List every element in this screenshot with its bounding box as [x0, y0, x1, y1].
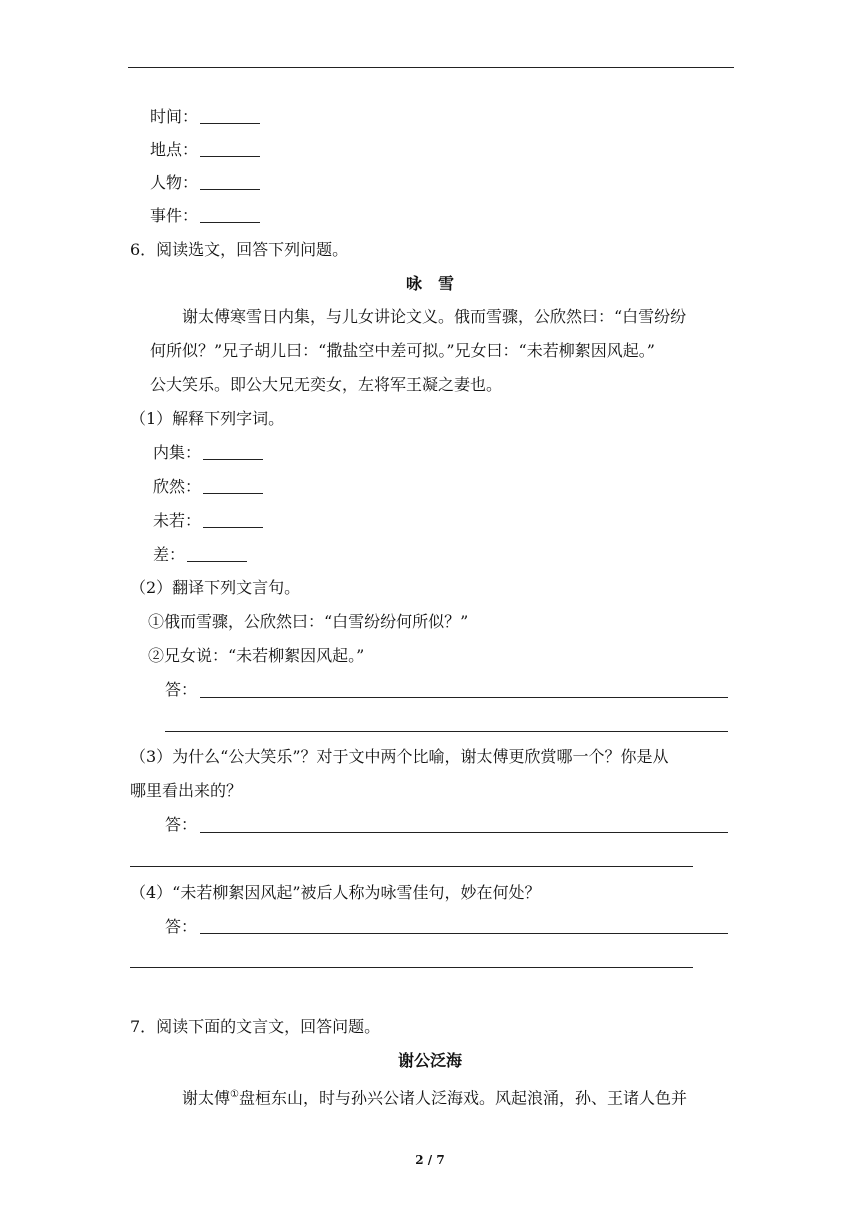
fill-field-time: [150, 107, 260, 127]
q6-sub3-line: 哪里看出来的？: [130, 781, 243, 800]
q6-sub2-label: （2）翻译下列文言句。: [130, 578, 301, 597]
q6-sub1-label: （1）解释下列字词。: [130, 409, 285, 428]
fill-field-people: [150, 173, 260, 193]
q6-title: 咏 雪: [405, 274, 454, 293]
answer-blank[interactable]: [203, 445, 263, 460]
header-rule: [128, 67, 734, 68]
field-label: 事件：: [150, 206, 199, 225]
answer-label: 答：: [165, 815, 198, 834]
q7-header: 7．阅读下面的文言文，回答问题。: [130, 1017, 381, 1036]
answer-label: 答：: [165, 680, 198, 699]
answer-blank[interactable]: [187, 547, 247, 562]
answer-blank[interactable]: [200, 208, 260, 223]
answer-line[interactable]: [130, 866, 693, 867]
answer-blank[interactable]: [200, 142, 260, 157]
q7-passage-line: 谢太傅①盘桓东山，时与孙兴公诸人泛海戏。风起浪涌，孙、王诸人色并: [182, 1088, 687, 1108]
answer-blank[interactable]: [203, 513, 263, 528]
q6-passage-line: 谢太傅寒雪日内集，与儿女讲论文义。俄而雪骤，公欣然曰：“白雪纷纷: [182, 307, 687, 326]
q7-title: 谢公泛海: [397, 1051, 462, 1070]
q6-header: 6．阅读选文，回答下列问题。: [130, 240, 349, 259]
q6-sub1-item: 内集：: [153, 443, 263, 463]
answer-blank[interactable]: [200, 175, 260, 190]
answer-blank[interactable]: [200, 109, 260, 124]
q6-sub1-item: 未若：: [153, 511, 263, 531]
q6-sub4-label: （4）“未若柳絮因风起”被后人称为咏雪佳句，妙在何处？: [130, 883, 541, 902]
page-number: 2 / 7: [415, 1153, 445, 1167]
fill-field-event: [150, 206, 260, 226]
answer-label: 答：: [165, 917, 198, 936]
field-label: 时间：: [150, 107, 199, 126]
q6-sub2-item: ②兄女说：“未若柳絮因风起。”: [148, 646, 365, 665]
answer-blank[interactable]: [203, 479, 263, 494]
answer-line[interactable]: [200, 697, 728, 698]
answer-line[interactable]: [200, 832, 728, 833]
q6-sub3-line: （3）为什么“公大笑乐”？对于文中两个比喻，谢太傅更欣赏哪一个？你是从: [130, 747, 669, 766]
q6-sub1-item: 欣然：: [153, 477, 263, 497]
field-label: 地点：: [150, 140, 199, 159]
answer-line[interactable]: [130, 967, 693, 968]
fill-field-place: [150, 140, 260, 160]
q6-passage-line: 公大笑乐。即公大兄无奕女，左将军王凝之妻也。: [150, 375, 503, 394]
answer-line[interactable]: [200, 933, 728, 934]
answer-line[interactable]: [165, 731, 728, 732]
q6-passage-line: 何所似？”兄子胡儿曰：“撒盐空中差可拟。”兄女曰：“未若柳絮因风起。”: [150, 341, 655, 360]
q6-sub1-item: 差：: [153, 545, 247, 565]
footnote-mark[interactable]: ①: [230, 1089, 239, 1100]
q6-sub2-item: ①俄而雪骤，公欣然曰：“白雪纷纷何所似？”: [148, 612, 469, 631]
field-label: 人物：: [150, 173, 199, 192]
